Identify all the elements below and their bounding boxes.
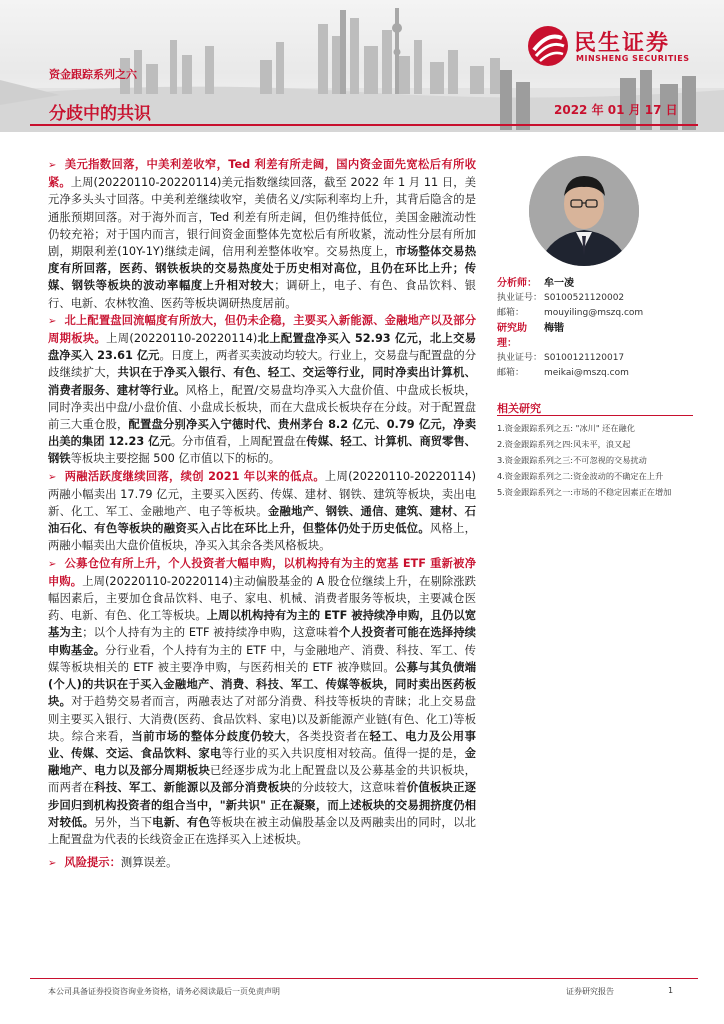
paragraph-lead: 北上配置盘回流幅度有所放大，但仍未企稳，主要买入新能源、金融地产以及部分周期板块。 — [48, 313, 476, 346]
related-research-divider — [497, 415, 693, 416]
risk-label: 风险提示： — [64, 856, 121, 870]
assistant-name: 梅锴 — [544, 323, 564, 334]
assistant-row — [497, 321, 693, 351]
paragraph-emphasis: 科技、军工、新能源以及部分消费板块 — [94, 781, 292, 795]
email-link[interactable]: meikai@mszq.com — [544, 368, 629, 378]
paragraph-lead: 公募仓位有所上升，个人投资者大幅申购，以机构持有为主的宽基 ETF 重新被净申购。 — [48, 556, 476, 588]
risk-text: 测算误差。 — [120, 856, 178, 870]
cert-label: 执业证号： — [497, 353, 543, 363]
paragraph-lead: 两融活跃度继续回落，续创 2021 年以来的低点。 — [64, 469, 325, 483]
paragraph-text: 另外，当下 — [94, 815, 153, 829]
analyst-name: 牟一凌 — [544, 278, 574, 289]
paragraph-emphasis: 价值板块正逐步回归到机构投资者的组合当中，"新共识" 正在凝聚，而上述板块的交易拥挤度仍相对较低。 — [48, 781, 476, 829]
bullet-arrow-icon: ➢ — [48, 471, 57, 483]
header-banner — [0, 0, 724, 132]
footer-divider — [30, 978, 698, 979]
paragraph-emphasis: 传媒、轻工、计算机、商贸零售、钢铁 — [48, 435, 476, 466]
analyst-photo — [529, 156, 639, 266]
related-research-item[interactable]: 3.资金跟踪系列之三:不可忽视的交易扰动 — [497, 455, 647, 465]
paragraph-text: ，各类投资者在 — [286, 729, 370, 743]
related-research-item[interactable]: 2.资金跟踪系列之四:风未平，浪又起 — [497, 439, 631, 449]
analyst-portrait-icon — [529, 156, 639, 266]
paragraph-text: 上周(20220110-20220114)两融小幅卖出 17.79 亿元，主要买入医药、传媒、建材、钢铁、建筑等板块，卖出电新、化工、军工、金融地产、电子等板块。 — [48, 469, 477, 519]
paragraph-text: 风格上，两融小幅卖出大盘价值板块，净买入其余各类风格板块。 — [48, 522, 476, 553]
paragraph-text: 等板块主要挖掘 500 亿市值以下的标的。 — [70, 452, 281, 466]
cert-label: 执业证号： — [497, 293, 543, 303]
paragraph-text: 已经逐步成为北上配置盘以及公募基金的共识板块，而两者在 — [48, 764, 476, 795]
cert-row — [497, 351, 693, 366]
email-link[interactable]: mouyiling@mszq.com — [544, 308, 644, 318]
paragraph-emphasis: 配置盘分别净买入宁德时代、贵州茅台 8.2 亿元、0.79 亿元，净卖出美的集团 12.23 亿元 — [48, 418, 476, 449]
email-label: 邮箱： — [497, 308, 525, 318]
related-research-item[interactable]: 4.资金跟踪系列之二:资金波动的不确定在上升 — [497, 471, 664, 481]
document-title: 分歧中的共识 — [49, 104, 151, 124]
email-row — [497, 366, 693, 381]
paragraph-text: 对于趋势交易者而言，两融表达了对部分消费、科技等板块的青睐；北上交易盘则主要买入银行、大消费(医药、食品饮料、家电)以及新能源产业链(有色、化工)等板块。综合来看， — [48, 695, 476, 743]
analyst-info — [497, 276, 693, 381]
paragraph-text: 风格上，配置/交易盘均净买入大盘价值、中盘成长板块，同时净卖出中盘/小盘价值、小盘成长板块，而在大盘成长板块存在分歧。对于配置盘前三大重仓股， — [48, 383, 476, 432]
paragraph-text: 。日度上，两者买卖波动均较大。行业上，交易盘与配置盘的分歧继续扩大， — [48, 349, 476, 380]
document-date: 2022 年 01 月 17 日 — [554, 103, 678, 117]
paragraph-lead: 美元指数回落，中美利差收窄，Ted 利差有所走阔，国内资金面先宽松后有所收紧。 — [48, 158, 476, 190]
email-row — [497, 306, 693, 321]
assistant-label: 研究助理： — [497, 323, 527, 349]
report-summary — [48, 156, 476, 872]
paragraph-emphasis: 公募与其负债端(个人)的共识在于买入金融地产、消费、科技、军工、传媒等板块，同时卖出医药板块。 — [48, 660, 476, 709]
minsheng-logo — [526, 24, 706, 66]
paragraph-emphasis: 市场整体交易热度有所回落，医药、钢铁板块的交易热度处于历史相对高位，且仍在环比上升；传媒、钢铁等板块的波动率幅度上升相对较大 — [48, 245, 476, 293]
paragraph-emphasis: 个人投资者可能在选择持续申购基金。 — [48, 626, 476, 657]
analyst-row — [497, 276, 693, 291]
paragraph-emphasis: 上周以机构持有为主的 ETF 被持续净申购，且仍以宽基为主 — [48, 609, 476, 640]
related-research-item[interactable]: 5.资金跟踪系列之一:市场的不稳定因素正在增加 — [497, 487, 672, 497]
email-label: 邮箱： — [497, 368, 525, 378]
bullet-arrow-icon: ➢ — [48, 315, 57, 327]
bullet-arrow-icon: ➢ — [48, 858, 57, 870]
paragraph-emphasis: 电新、有色 — [152, 815, 211, 829]
paragraph-text: 的分歧较大，这意味着 — [291, 781, 407, 795]
cert-number: S0100521120002 — [544, 293, 625, 303]
paragraph-emphasis: 轻工、电力及公用事业、传媒、交运、食品饮料、家电 — [48, 729, 476, 760]
bullet-arrow-icon: ➢ — [48, 160, 57, 171]
paragraph-usd — [48, 156, 476, 312]
paragraph-emphasis: 当前市场的整体分歧度仍较大 — [131, 729, 287, 743]
paragraph-text: ；调研上，电子、有色、食品饮料、银行、电新、农林牧渔、医药等板块调研热度居前。 — [48, 279, 476, 310]
related-research-item[interactable]: 1.资金跟踪系列之五: "冰川" 还在融化 — [497, 423, 635, 433]
minsheng-logo-icon — [526, 24, 570, 68]
paragraph-emphasis: 共识在于净买入银行、有色、轻工、交运等行业，同时净卖出计算机、消费者服务、建材等行业。 — [48, 366, 476, 397]
paragraph-text: ；以个人持有为主的 ETF 被持续净申购，这意味着 — [82, 626, 339, 640]
paragraph-text: 分行业看，个人持有为主的 ETF 中，与金融地产、消费、科技、军工、传媒等板块相关的 ETF 被主要净申购，与医药相关的 ETF 被净赎回。 — [48, 643, 476, 674]
cert-number: S0100121120017 — [544, 353, 625, 363]
page-number: 1 — [668, 986, 674, 995]
logo-english-name: MINSHENG SECURITIES — [576, 54, 690, 63]
paragraph-funds — [48, 555, 476, 848]
paragraph-text: 上周(20220110-20220114)主动偏股基金的 A 股仓位继续上升，在剔除涨跌幅因素后，主要加仓食品饮料、电子、家电、机械、消费者服务等板块，主要减仓医药、电新、有色、化工等板块。 — [48, 574, 476, 623]
paragraph-text: 等行业的买入共识度相对较高。值得一提的是， — [221, 746, 465, 760]
risk-warning — [48, 854, 476, 872]
paragraph-text: 上周(20220110-20220114) — [106, 332, 258, 346]
paragraph-emphasis: 北上配置盘净买入 52.93 亿元，北上交易盘净买入 23.61 亿元 — [48, 332, 476, 363]
logo-chinese-name: 民生证券 — [574, 31, 671, 56]
bullet-arrow-icon: ➢ — [48, 558, 57, 570]
series-label: 资金跟踪系列之六 — [49, 68, 137, 81]
paragraph-margin-trading — [48, 468, 476, 555]
paragraph-text: 等板块在被主动偏股基金以及两融卖出的同时，以北上配置盘为代表的长线资金正在选择买入上述板块。 — [48, 815, 476, 846]
related-research-list — [497, 421, 693, 501]
paragraph-northbound — [48, 312, 476, 468]
footer-doc-type: 证券研究报告 — [566, 987, 614, 996]
paragraph-text: 。分市值看，上周配置盘在 — [170, 435, 307, 449]
paragraph-emphasis: 金融地产、电力以及部分周期板块 — [48, 746, 476, 778]
paragraph-emphasis: 金融地产、钢铁、通信、建筑、建材、石油石化、有色等板块的融资买入占比在环比上升，但整体仍处于历史低位。 — [48, 505, 476, 536]
related-research-title: 相关研究 — [497, 402, 541, 415]
header-divider — [30, 124, 698, 126]
footer-disclaimer: 本公司具备证券投资咨询业务资格，请务必阅读最后一页免责声明 — [48, 987, 280, 996]
cert-row — [497, 291, 693, 306]
paragraph-text: 上周(20220110-20220114)美元指数继续回落，截至 2022 年 1 月 11 日，美元净多头头寸回落。中美利差继续收窄，美债名义/实际利率均上升，其背后隐含的是通胀预期回落。对于海外而言，Ted 利差有所走阔，但仍维持低位，美国金融流动性仍较充裕；对于国内而言，银行间资金面整体先宽松后有所收紧，流动性分层有所加剧，期限利差(10Y-1Y)继续走阔，信用利差整体收窄。交易热度上， — [48, 176, 476, 259]
analyst-label: 分析师： — [497, 278, 537, 289]
